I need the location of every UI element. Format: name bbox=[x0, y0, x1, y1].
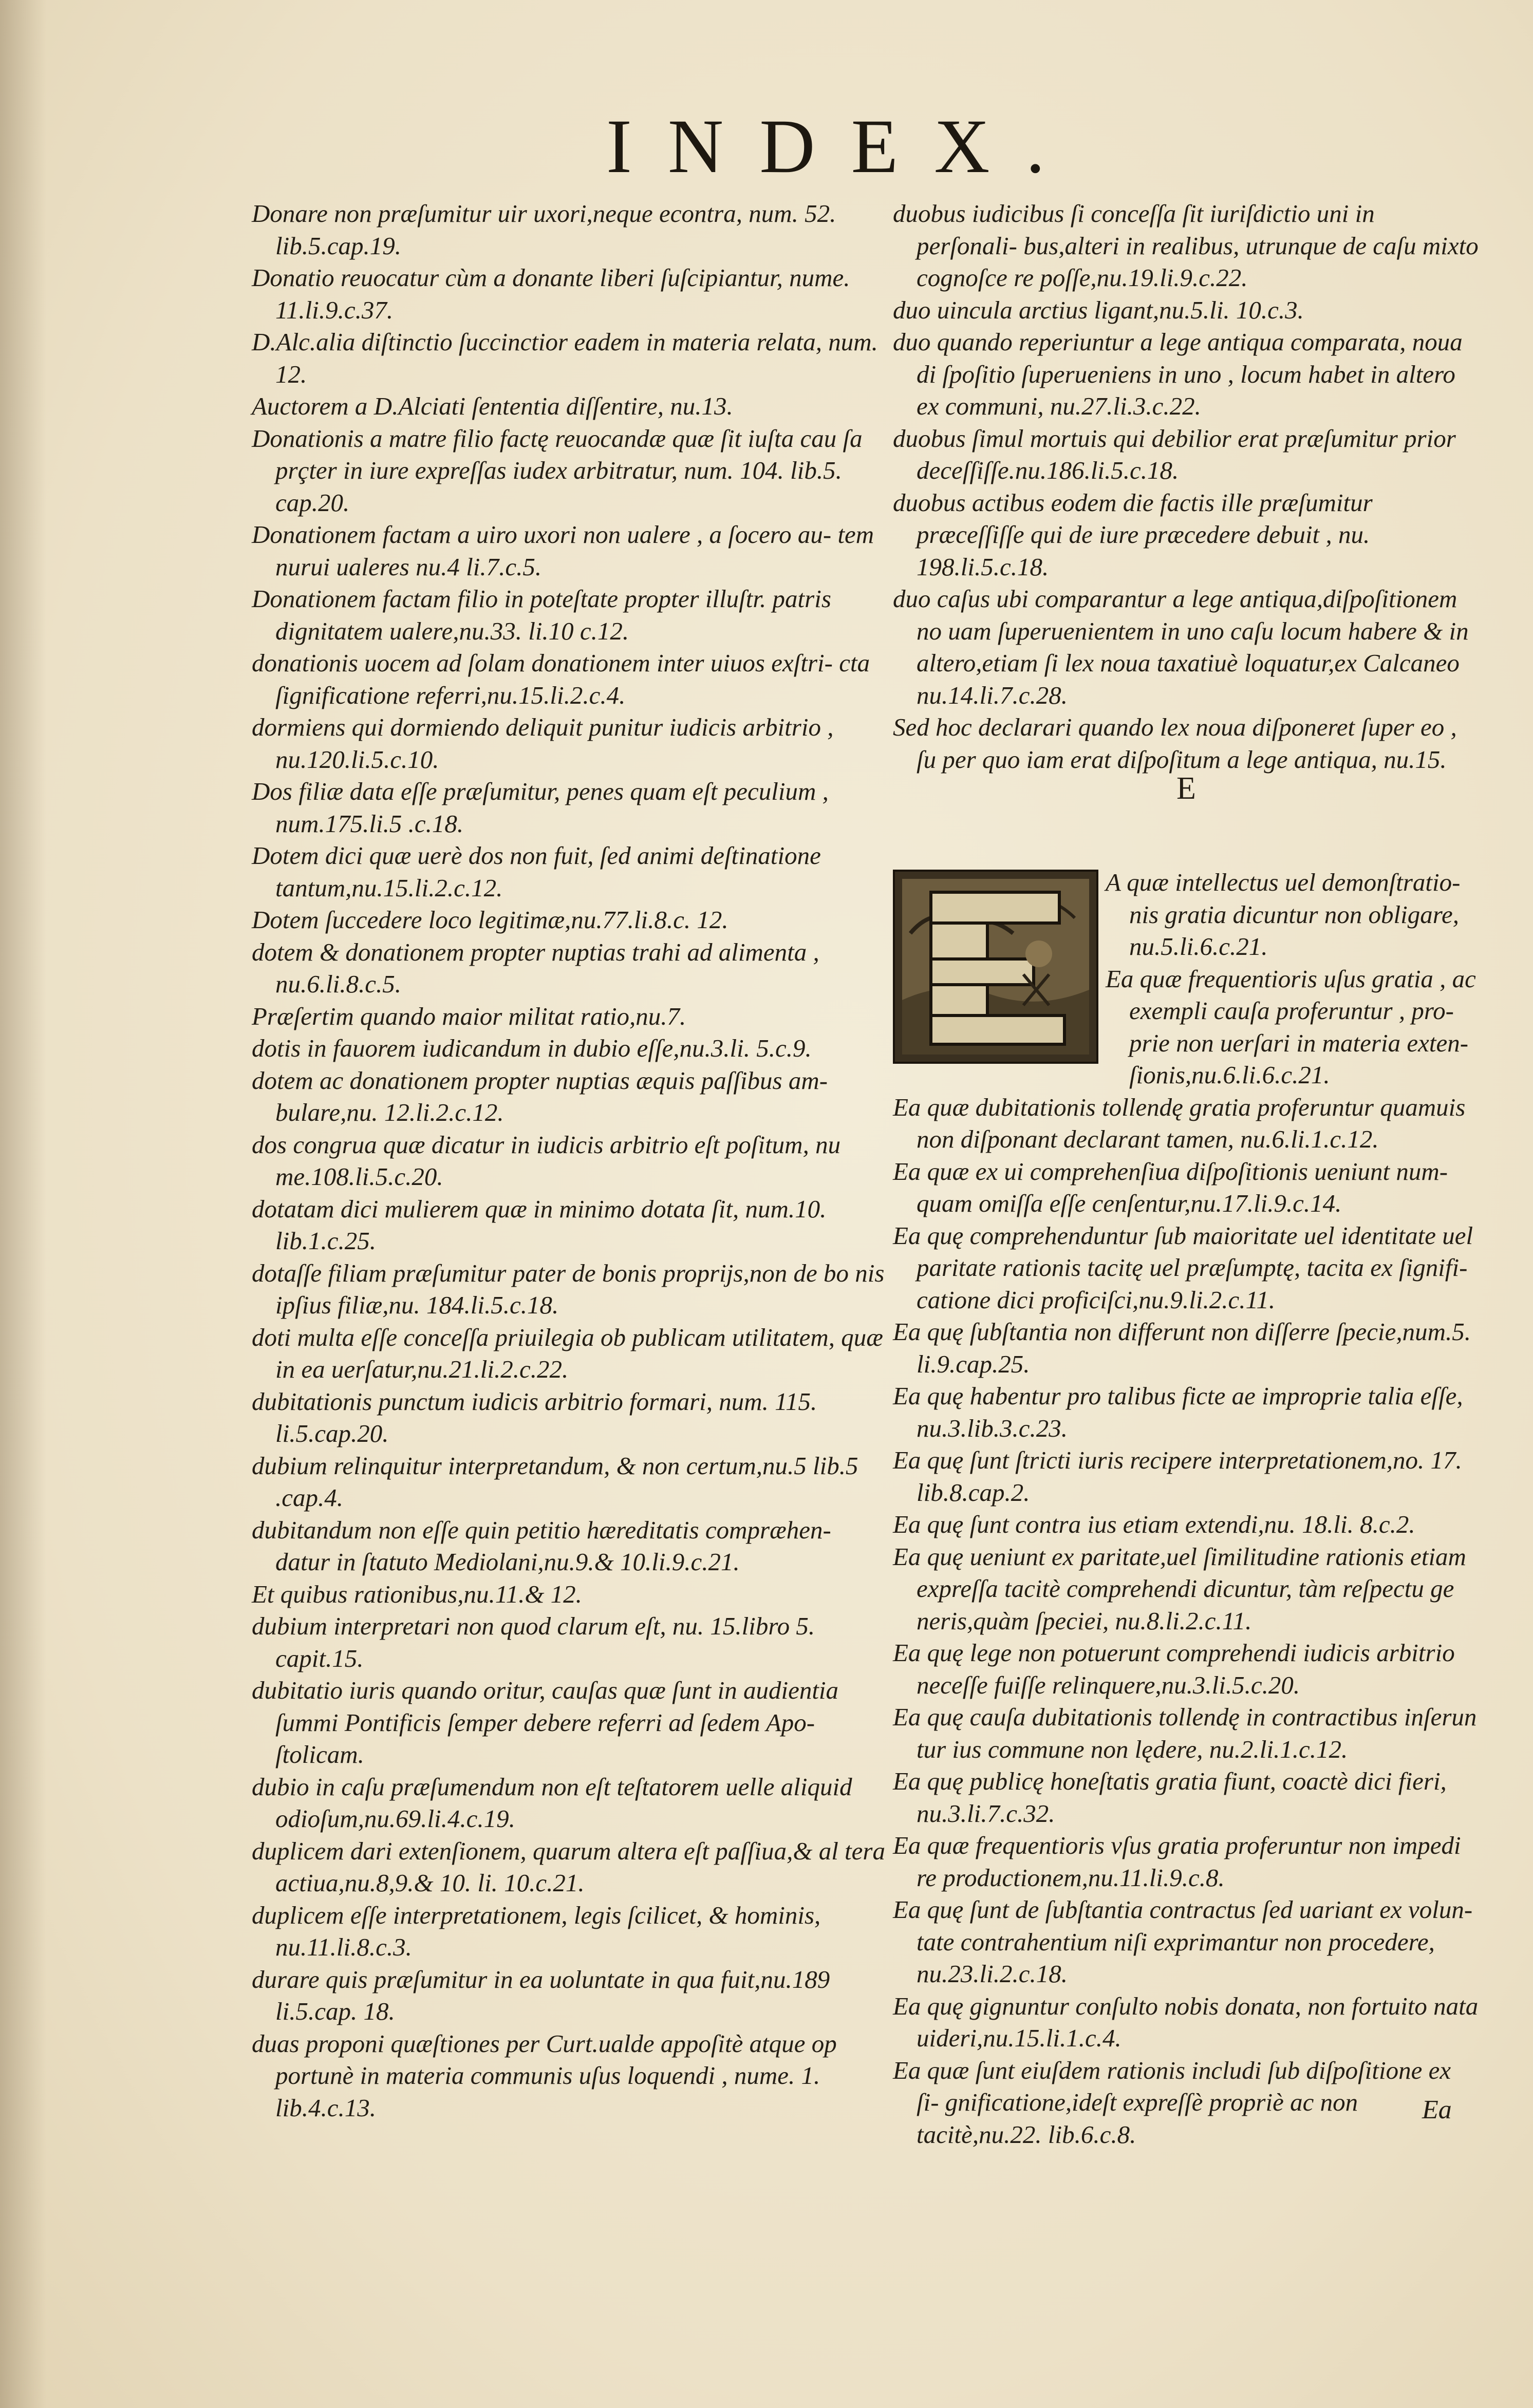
index-entry: durare quis præſumitur in ea uoluntate in qua fuit,nu.189 li.5.cap. 18. bbox=[252, 1965, 830, 2025]
index-entry: Ea quę habentur pro talibus ficte ae improprie talia eſſe, nu.3.lib.3.c.23. bbox=[893, 1382, 1463, 1442]
index-entry: A quæ intellectus uel demonſtratio- nis gratia dicuntur non obligare, nu.5.li.6.c.21. bbox=[1106, 868, 1461, 961]
index-entry: Donationem factam filio in poteſtate propter illuſtr. patris dignitatem ualere,nu.33. li.10 c.12. bbox=[252, 585, 831, 645]
index-entry: dubitatio iuris quando oritur, cauſas quæ ſunt in audientia ſummi Pontificis ſemper debere referri ad ſedem Apo- ſtolicam. bbox=[252, 1676, 839, 1769]
index-entry: Donatio reuocatur cùm a donante liberi ſuſcipiantur, nume. 11.li.9.c.37. bbox=[252, 264, 850, 324]
index-entry: duplicem dari extenſionem, quarum altera eſt paſſiua,& al tera actiua,nu.8,9.& 10. li. 10.c.21. bbox=[252, 1836, 885, 1897]
index-entry: Dotem ſuccedere loco legitimæ,nu.77.li.8.c. 12. bbox=[252, 906, 728, 934]
index-entry: duplicem eſſe interpretationem, legis ſcilicet, & hominis, nu.11.li.8.c.3. bbox=[252, 1901, 821, 1961]
right-column bbox=[893, 198, 1479, 2151]
index-entry: doti multa eſſe conceſſa priuilegia ob publicam utilitatem, quæ in ea uerſatur,nu.21.li.2.c.22. bbox=[252, 1323, 883, 1383]
index-entry: duo quando reperiuntur a lege antiqua comparata, noua di ſpoſitio ſuperueniens in uno , locum habet in altero ex communi, nu.27.li.3.c.22. bbox=[893, 328, 1463, 420]
index-entry: duobus iudicibus ſi conceſſa ſit iuriſdictio uni in perſonali- bus,alteri in realibus, utrunque de caſu mixto cognoſce re poſſe,nu.19.li.9.c.22. bbox=[893, 199, 1479, 292]
index-entry: dotaſſe filiam præſumitur pater de bonis proprijs,non de bo nis ipſius filiæ,nu. 184.li.5.c.18. bbox=[252, 1258, 885, 1319]
index-entry: Ea quæ ſunt eiuſdem rationis includi ſub diſpoſitione ex ſi- gnificatione,ideſt expreſſè propriè ac non tacitè,nu.22. lib.6.c.8. bbox=[893, 2056, 1451, 2149]
index-entry: Sed hoc declarari quando lex noua diſponeret ſuper eo , ſu per quo iam erat diſpoſitum a lege antiqua, nu.15. bbox=[893, 713, 1457, 774]
index-entry: duo uincula arctius ligant,nu.5.li. 10.c.3. bbox=[893, 295, 1304, 324]
index-entry: dotis in fauorem iudicandum in dubio eſſe,nu.3.li. 5.c.9. bbox=[252, 1034, 812, 1062]
index-entry: Dos filiæ data eſſe præſumitur, penes quam eſt peculium , num.175.li.5 .c.18. bbox=[252, 777, 829, 838]
binding-shadow bbox=[0, 0, 46, 2408]
index-entry: Donare non præſumitur uir uxori,neque econtra, num. 52. lib.5.cap.19. bbox=[252, 199, 836, 260]
right-column-bottom-entries bbox=[893, 1092, 1479, 2151]
index-entry: dubitandum non eſſe quin petitio hæreditatis compræhen- datur in ſtatuto Mediolani,nu.9.& 10.li.9.c.21. bbox=[252, 1515, 831, 1576]
index-entry: Ea quæ frequentioris uſus gratia , ac exempli cauſa proferuntur , pro- prie non uerſari in materia exten- ſionis,nu.6.li.6.c.21. bbox=[1106, 964, 1476, 1089]
index-entry: dormiens qui dormiendo deliquit punitur iudicis arbitrio , nu.120.li.5.c.10. bbox=[252, 713, 834, 774]
index-entry: Præſertim quando maior militat ratio,nu.7. bbox=[252, 1002, 686, 1030]
index-entry: duo caſus ubi comparantur a lege antiqua,diſpoſitionem no uam ſuperuenientem in uno caſu locum habere & in altero,etiam ſi lex noua taxatiuè loquatur,ex Calcaneo nu.14.li.7.c.28. bbox=[893, 585, 1469, 709]
initial-block bbox=[893, 867, 1479, 1092]
index-entry: Ea quę ueniunt ex paritate,uel ſimilitudine rationis etiam expreſſa tacitè comprehendi dicuntur, tàm reſpectu ge neris,quàm ſpeciei, nu.8.li.2.c.11. bbox=[893, 1542, 1466, 1635]
index-entry: Dotem dici quæ uerè dos non fuit, ſed animi deſtinatione tantum,nu.15.li.2.c.12. bbox=[252, 841, 821, 902]
index-entry: Ea quæ ex ui comprehenſiua diſpoſitionis ueniunt num- quam omiſſa eſſe cenſentur,nu.17.li.9.c.14. bbox=[893, 1157, 1448, 1217]
left-column bbox=[252, 198, 889, 2124]
index-entry: Ea quę lege non potuerunt comprehendi iudicis arbitrio neceſſe fuiſſe relinquere,nu.3.li.5.c.20. bbox=[893, 1639, 1455, 1699]
index-entry: Auctorem a D.Alciati ſententia diſſentire, nu.13. bbox=[252, 392, 733, 420]
index-entry: Ea quę ſunt de ſubſtantia contractus ſed uariant ex volun- tate contrahentium niſi exprimantur non procedere, nu.23.li.2.c.18. bbox=[893, 1895, 1473, 1988]
index-entry: Ea quę ſunt ſtricti iuris recipere interpretationem,no. 17. lib.8.cap.2. bbox=[893, 1446, 1462, 1507]
index-entry: D.Alc.alia diſtinctio ſuccinctior eadem in materia relata, num. 12. bbox=[252, 328, 878, 388]
index-entry: duobus actibus eodem die factis ille præſumitur præceſſiſſe qui de iure præcedere debuit , nu. 198.li.5.c.18. bbox=[893, 488, 1373, 581]
index-entry: Donationis a matre filio factę reuocandæ quæ ſit iuſta cau ſa prçter in iure expreſſas iudex arbitratur, num. 104. lib.5. cap.20. bbox=[252, 424, 863, 517]
index-entry: Ea quæ frequentioris vſus gratia proferuntur non impedi re productionem,nu.11.li.9.c.8. bbox=[893, 1831, 1461, 1892]
section-letter: E bbox=[1176, 771, 1196, 806]
index-entry: dubio in caſu præſumendum non eſt teſtatorem uelle aliquid odioſum,nu.69.li.4.c.19. bbox=[252, 1772, 852, 1833]
index-entry: duas proponi quæſtiones per Curt.ualde appoſitè atque op portunè in materia communis uſus loquendi , nume. 1. lib.4.c.13. bbox=[252, 2029, 837, 2122]
index-entry: Ea quę comprehenduntur ſub maioritate uel identitate uel paritate rationis tacitę uel præſumptę, tacita ex ſignifi- catione dici proficiſci,nu.9.li.2.c.11. bbox=[893, 1221, 1473, 1314]
page-title: INDEX. bbox=[606, 104, 1081, 189]
index-entry: dubium interpretari non quod clarum eſt, nu. 15.libro 5. capit.15. bbox=[252, 1612, 815, 1672]
index-entry: Ea quę cauſa dubitationis tollendę in contractibus inſerun tur ius commune non lędere, nu.2.li.1.c.12. bbox=[893, 1703, 1477, 1763]
right-column-top-entries bbox=[893, 198, 1479, 776]
index-entry: Ea quę ſubſtantia non differunt non diſſerre ſpecie,num.5. li.9.cap.25. bbox=[893, 1318, 1471, 1378]
index-entry: Donationem factam a uiro uxori non ualere , a ſocero au- tem nurui ualeres nu.4 li.7.c.5. bbox=[252, 520, 874, 581]
index-entry: duobus ſimul mortuis qui debilior erat præſumitur prior deceſſiſſe.nu.186.li.5.c.18. bbox=[893, 424, 1456, 484]
index-entry: dubitationis punctum iudicis arbitrio formari, num. 115. li.5.cap.20. bbox=[252, 1387, 817, 1447]
index-entry: dotem & donationem propter nuptias trahi ad alimenta , nu.6.li.8.c.5. bbox=[252, 937, 819, 998]
index-entry: dotatam dici mulierem quæ in minimo dotata ſit, num.10. lib.1.c.25. bbox=[252, 1194, 827, 1255]
catchword: Ea bbox=[1422, 2095, 1452, 2124]
index-entry: Ea quę publicę honeſtatis gratia fiunt, coactè dici fieri, nu.3.li.7.c.32. bbox=[893, 1767, 1447, 1828]
index-entry: Ea quę ſunt contra ius etiam extendi,nu. 18.li. 8.c.2. bbox=[893, 1510, 1415, 1538]
index-entry: dubium relinquitur interpretandum, & non certum,nu.5 lib.5 .cap.4. bbox=[252, 1451, 858, 1512]
woodcut-illustration bbox=[895, 872, 1096, 1062]
index-entry: dos congrua quæ dicatur in iudicis arbitrio eſt poſitum, nu me.108.li.5.c.20. bbox=[252, 1130, 841, 1191]
index-entry: Et quibus rationibus,nu.11.& 12. bbox=[252, 1579, 582, 1608]
initial-entries bbox=[1106, 867, 1479, 1092]
index-entry: donationis uocem ad ſolam donationem inter uiuos exſtri- cta ſignificatione referri,nu.15.li.2.c.4. bbox=[252, 649, 870, 709]
decorated-initial-e-woodcut bbox=[893, 870, 1098, 1064]
index-entry: Ea quę gignuntur conſulto nobis donata, non fortuito nata uideri,nu.15.li.1.c.4. bbox=[893, 1991, 1479, 2052]
index-entry: dotem ac donationem propter nuptias æquis paſſibus am- bulare,nu. 12.li.2.c.12. bbox=[252, 1066, 828, 1126]
index-entry: Ea quæ dubitationis tollendę gratia proferuntur quamuis non diſponant declarant tamen, nu.6.li.1.c.12. bbox=[893, 1093, 1466, 1153]
